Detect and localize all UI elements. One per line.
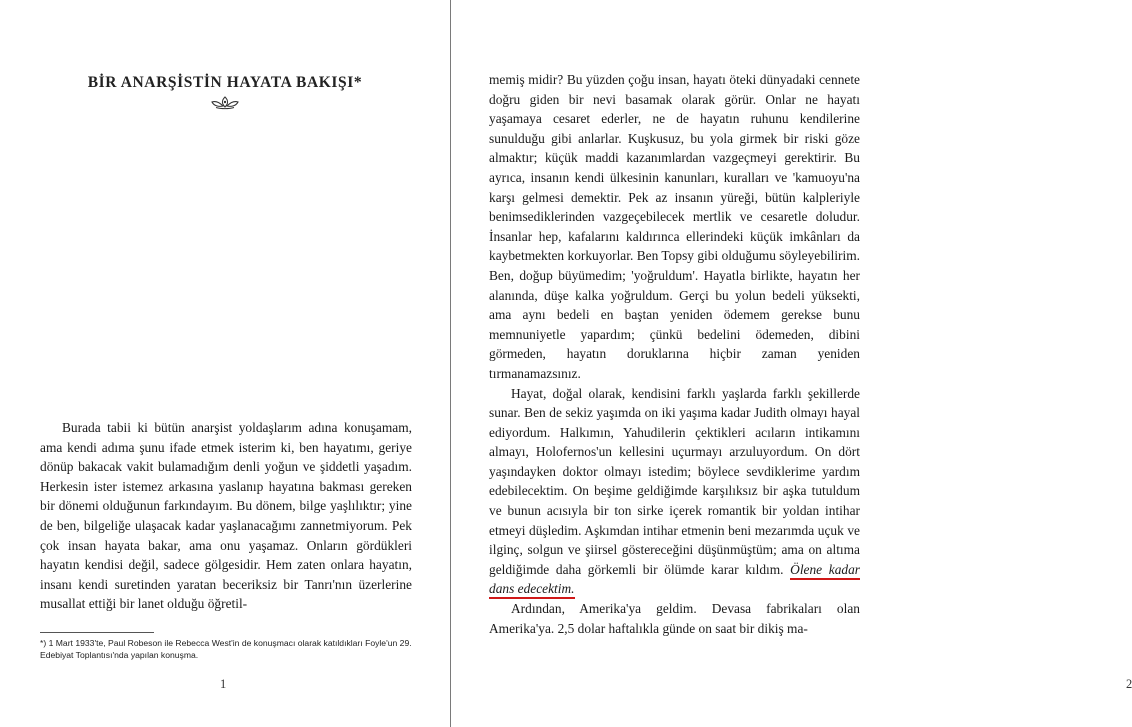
paragraph: memiş midir? Bu yüzden çoğu insan, hayatı öteki dünyadaki cennete doğru giden bir nevi basamak olarak görür. Onlar ne hayatı yaşamaya cesaret ederler, ne de hayatın ruhunu kendilerine sunulduğu gibi anlarlar. Kuşkusuz, bu yola girmek bir riski göze almaktır; küçük maddi kazanımlardan vazgeçmeyi gerektirir. Bu ayrıca, insanın kendi ülkesinin kanunları, kuralları ve 'kamuoyu'na karşı gelmesi demektir. Pek az insanın yüreği, bütün kalpleriyle benimsediklerinden vazgeçebilecek mertlik ve cesaretle doludur. İnsanlar hep, kafalarını kaldırınca ellerindeki küçük imkânları da kaybetmekten korkuyorlar. Ben Topsy gibi olduğumu söyleyebilirim. Ben, doğup büyümedim; 'yoğruldum'. Hayatla birlikte, hayatın her alanında, düşe kalka yoğruldum. Gerçi bu yolun bedeli yüksekti, ama aynı bedeli en baştan yeniden ödemem gerekse bunu memnuniyetle yapardım; çünkü bedelini ödemeden, dibini görmeden, hayatın doruklarına hiçbir zaman yeniden tırmanamazsınız. (489, 72, 860, 381)
paragraph-text: Hayat, doğal olarak, kendisini farklı yaşlarda farklı şekillerde sunar. Ben de sekiz yaşımda on iki yaşıma kadar Judith olmayı hayal ediyordum. Halkımın, Yahudilerin çektikleri acıların intikamını almayı, Holofernos'un kellesini uçurmayı arzuluyordum. On dört yaşındayken doktor olmayı istedim; böylece sevdiklerime yardım edebilecektim. On beşime geldiğimde karşılıksız bir aşka tutuldum ve bunun acısıyla bir ton sirke içerek romantik bir yoldan intihar etmeyi düşledim. Aşkımdan intihar etmenin beni mezarımda uçuk ve ilginç, solgun ve şiirsel göstereceğini düşünmüştüm; ama on altıma geldiğimde daha görkemli bir ölümde karar kıldım. (489, 385, 860, 577)
left-body-text: Burada tabii ki bütün anarşist yoldaşlarım adına konuşamam, ama kendi adıma şunu ifade etmek isterim ki, ben hayatımı, geriye dönüp bakacak vakit bulamadığım denli yoğun ve şiddetli yaşadım. Herkesin ister istemez arkasına yaslanıp hayatına bakması gereken bir dönemi olduğunun farkındayım. Bu dönem, bilge yaşlılıktır; yine de ben, bilgeliğe ulaşacak kadar yaşlanacağımı zannetmiyorum. Pek çok insan hayata bakar, ama onu yaşamaz. Onların gördükleri hayatın kendisi değil, sadece gölgesidir. Hem zaten onlara hayatın, insanı kendi suretinden yaratan beceriksiz bir Tanrı'nın üzerlerine musallat ettiği bir lanet olduğu öğretil- (40, 420, 412, 612)
paragraph: Ardından, Amerika'ya geldim. Devasa fabrikaları olan Amerika'ya. 2,5 dolar haftalıkla günde on saat bir dikiş ma- (489, 601, 860, 636)
footnote-divider (40, 632, 154, 633)
right-body-text (489, 70, 860, 638)
left-page (0, 0, 450, 727)
footnote: *) 1 Mart 1933'te, Paul Robeson ile Rebecca West'in de konuşmacı olarak katıldıkları Foyle'un 29. Edebiyat Toplantısı'nda yapılan konuşma. (40, 638, 412, 660)
chapter-title: BİR ANARŞİSTİN HAYATA BAKIŞI* (87, 74, 363, 91)
highlighted-sentence: Ölene kadar dans edecektim. (489, 562, 860, 600)
page-number-right: 2 (1126, 677, 1132, 691)
page-gutter-divider (450, 0, 451, 727)
floral-ornament-icon (210, 95, 240, 109)
page-number-left: 1 (220, 677, 227, 691)
paragraph (489, 384, 860, 600)
